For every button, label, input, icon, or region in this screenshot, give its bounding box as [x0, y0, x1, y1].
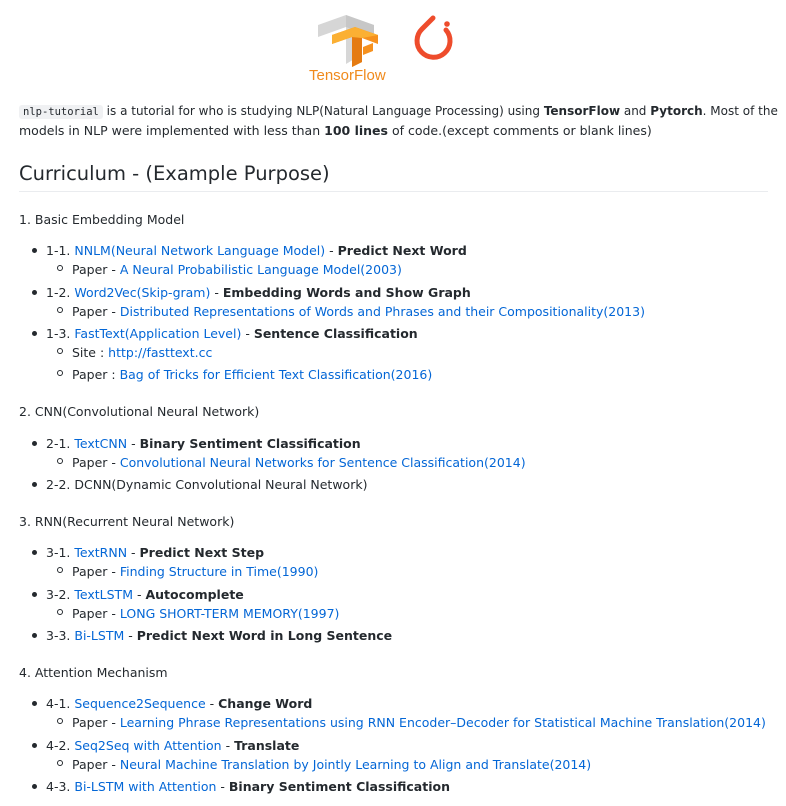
list-item [46, 284, 471, 302]
paper-link[interactable]: Learning Phrase Representations using RNN Encoder–Decoder for Statistical Machine Translation(2014) [119, 715, 766, 730]
item-number: 2-1. [46, 436, 75, 451]
list-item: 2-2. DCNN(Dynamic Convolutional Neural Network) [46, 477, 368, 492]
paper-label: Paper - [72, 564, 120, 579]
item-description: Binary Sentiment Classification [139, 436, 361, 451]
sub-bullet-icon [57, 718, 63, 724]
bullet-icon [32, 550, 37, 555]
intro-line-2 [19, 122, 769, 140]
model-link[interactable]: Seq2Seq with Attention [74, 738, 222, 753]
bullet-icon [32, 784, 37, 789]
section-heading: 1. Basic Embedding Model [19, 212, 185, 227]
model-link[interactable]: FastText(Application Level) [74, 326, 242, 341]
pytorch-text: Pytorch [650, 104, 703, 118]
list-item [46, 435, 361, 453]
section-heading: 3. RNN(Recurrent Neural Network) [19, 514, 235, 529]
list-item [46, 586, 244, 604]
tensorflow-logo-icon [318, 15, 378, 67]
sub-bullet-icon [57, 760, 63, 766]
paper-label: Paper - [72, 606, 120, 621]
site-label: Site : [72, 345, 109, 360]
bullet-icon [32, 482, 37, 487]
item-description: Autocomplete [145, 587, 244, 602]
item-number: 4-1. [46, 696, 75, 711]
section-heading: 4. Attention Mechanism [19, 665, 168, 680]
intro-text: . Most of the [702, 104, 778, 118]
item-number: 4-2. [46, 738, 75, 753]
paper-link[interactable]: Bag of Tricks for Efficient Text Classification(2016) [119, 367, 433, 382]
item-number: 1-2. [46, 285, 75, 300]
paper-link[interactable]: LONG SHORT-TERM MEMORY(1997) [119, 606, 340, 621]
pytorch-logo-icon [417, 18, 450, 57]
model-link[interactable]: Bi-LSTM with Attention [74, 779, 217, 794]
sub-list-item [72, 454, 526, 472]
separator: - [221, 738, 235, 753]
sub-list-item [72, 714, 766, 732]
sub-list-item [72, 563, 318, 581]
paper-label: Paper - [72, 455, 120, 470]
paper-link[interactable]: Finding Structure in Time(1990) [119, 564, 319, 579]
sub-list-item [72, 344, 212, 362]
sub-bullet-icon [57, 609, 63, 615]
separator: - [127, 545, 140, 560]
repo-name-code: nlp-tutorial [19, 105, 103, 119]
site-link[interactable]: http://fasttext.cc [108, 345, 213, 360]
sub-bullet-icon [57, 458, 63, 464]
sub-list-item [72, 261, 402, 279]
section-heading: 2. CNN(Convolutional Neural Network) [19, 404, 260, 419]
bullet-icon [32, 701, 37, 706]
intro-line-1 [19, 102, 778, 121]
list-item [46, 325, 418, 343]
sub-bullet-icon [57, 265, 63, 271]
item-number: 1-1. [46, 243, 75, 258]
item-number: 1-3. [46, 326, 75, 341]
sub-list-item [72, 303, 645, 321]
model-link[interactable]: Word2Vec(Skip-gram) [74, 285, 211, 300]
item-description: Predict Next Word [337, 243, 467, 258]
separator: - [210, 285, 223, 300]
separator: - [127, 436, 140, 451]
paper-link[interactable]: A Neural Probabilistic Language Model(2003) [119, 262, 402, 277]
tensorflow-text: TensorFlow [543, 104, 621, 118]
bullet-icon [32, 441, 37, 446]
intro-text: is a tutorial for who is studying NLP(Natural Language Processing) using [102, 104, 544, 118]
page-heading: Curriculum - (Example Purpose) [19, 162, 330, 185]
sub-bullet-icon [57, 567, 63, 573]
intro-text: of code.(except comments or blank lines) [387, 123, 652, 138]
item-number: 3-2. [46, 587, 75, 602]
list-item [46, 778, 450, 796]
sub-list-item [72, 605, 339, 623]
sub-bullet-icon [57, 370, 63, 376]
intro-text: models in NLP were implemented with less than [19, 123, 325, 138]
separator: - [216, 779, 229, 794]
sub-bullet-icon [57, 307, 63, 313]
bullet-icon [32, 248, 37, 253]
sub-bullet-icon [57, 348, 63, 354]
bullet-icon [32, 290, 37, 295]
paper-label: Paper - [72, 757, 120, 772]
sub-list-item [72, 756, 591, 774]
paper-link[interactable]: Convolutional Neural Networks for Sentence Classification(2014) [119, 455, 526, 470]
separator: - [205, 696, 219, 711]
model-link[interactable]: Bi-LSTM [74, 628, 125, 643]
intro-text: and [620, 104, 651, 118]
item-number: 3-1. [46, 545, 75, 560]
item-description: Predict Next Word in Long Sentence [136, 628, 393, 643]
bullet-icon [32, 743, 37, 748]
paper-label: Paper : [72, 367, 120, 382]
model-link[interactable]: TextCNN [74, 436, 128, 451]
item-description: Embedding Words and Show Graph [222, 285, 471, 300]
model-link[interactable]: TextRNN [74, 545, 128, 560]
paper-label: Paper - [72, 715, 120, 730]
separator: - [241, 326, 254, 341]
item-description: Change Word [218, 696, 313, 711]
list-item [46, 544, 264, 562]
bullet-icon [32, 592, 37, 597]
item-description: Sentence Classification [253, 326, 418, 341]
model-link[interactable]: TextLSTM [74, 587, 133, 602]
list-item [46, 242, 467, 260]
list-item [46, 737, 299, 755]
separator: - [325, 243, 338, 258]
bullet-icon [32, 331, 37, 336]
separator: - [124, 628, 137, 643]
model-link[interactable]: NNLM(Neural Network Language Model) [74, 243, 326, 258]
item-description: Translate [234, 738, 300, 753]
logo-banner [0, 0, 786, 90]
item-number: 4-3. [46, 779, 75, 794]
paper-label: Paper - [72, 304, 120, 319]
model-link[interactable]: Sequence2Sequence [74, 696, 206, 711]
item-number: 3-3. [46, 628, 75, 643]
line-count-text: 100 lines [324, 123, 388, 138]
item-description: Binary Sentiment Classification [228, 779, 450, 794]
heading-divider [19, 191, 768, 192]
sub-list-item [72, 366, 432, 384]
bullet-icon [32, 633, 37, 638]
paper-link[interactable]: Distributed Representations of Words and Phrases and their Compositionality(2013) [119, 304, 645, 319]
tensorflow-wordmark: TensorFlow [309, 67, 386, 84]
list-item [46, 695, 312, 713]
list-item [46, 627, 392, 645]
item-description: Predict Next Step [139, 545, 265, 560]
separator: - [132, 587, 146, 602]
paper-label: Paper - [72, 262, 120, 277]
paper-link[interactable]: Neural Machine Translation by Jointly Learning to Align and Translate(2014) [119, 757, 592, 772]
